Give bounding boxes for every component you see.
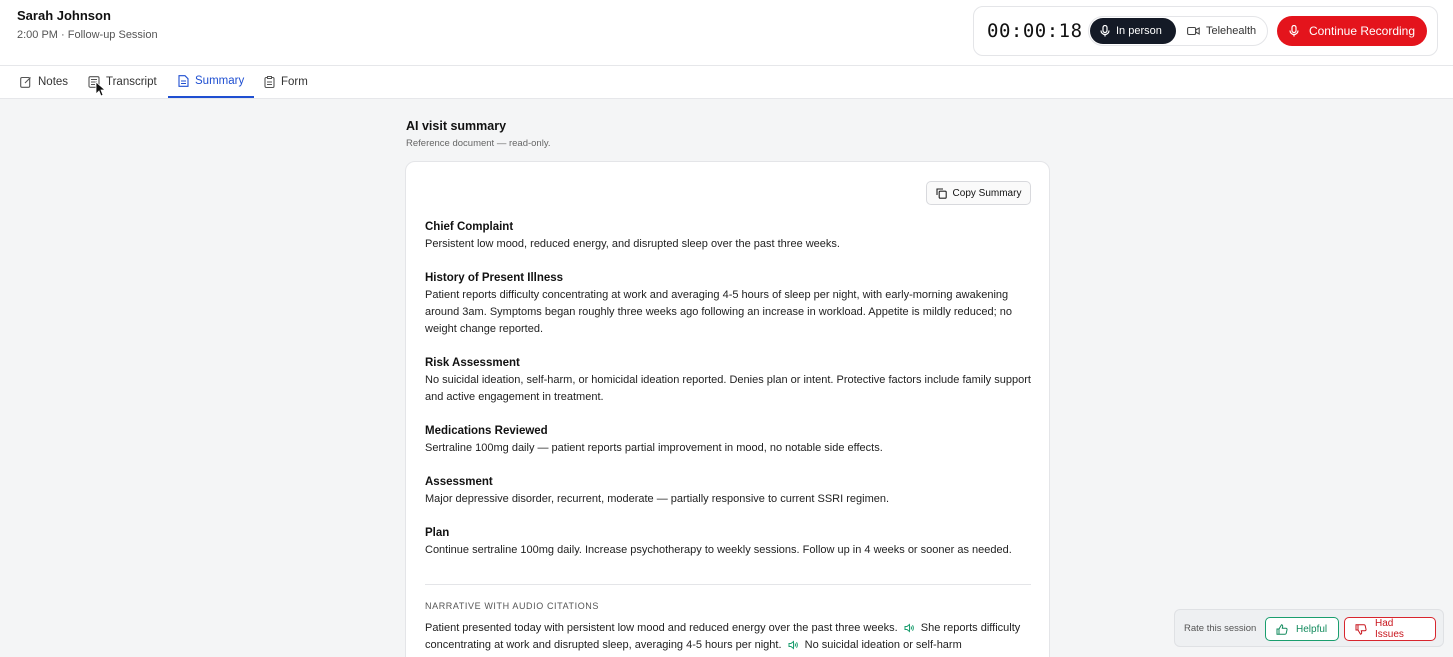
narrative-text xyxy=(425,620,1035,654)
section-body: Major depressive disorder, recurrent, moderate — partially responsive to current SSRI regimen. xyxy=(425,493,890,505)
tab-form-label: Form xyxy=(281,76,308,88)
edit-note-icon xyxy=(20,76,32,88)
section-title: Plan xyxy=(425,527,450,539)
visit-mode-toggle xyxy=(1088,16,1268,46)
thumbs-down-icon xyxy=(1355,624,1367,635)
session-info: 2:00 PM · Follow-up Session xyxy=(17,29,158,41)
section-title: Medications Reviewed xyxy=(425,425,548,437)
narrative-label: NARRATIVE WITH AUDIO CITATIONS xyxy=(425,601,600,611)
telehealth-label: Telehealth xyxy=(1206,25,1257,37)
copy-icon xyxy=(936,188,947,199)
video-camera-icon xyxy=(1187,26,1200,36)
document-icon xyxy=(178,75,189,87)
continue-recording-button[interactable] xyxy=(1277,16,1427,46)
section-title: Risk Assessment xyxy=(425,357,520,369)
narrative-sentence: No suicidal ideation or self-harm xyxy=(804,639,962,651)
tab-notes[interactable] xyxy=(10,66,78,98)
helpful-button[interactable] xyxy=(1265,617,1339,641)
in-person-button[interactable] xyxy=(1090,18,1176,44)
session-header xyxy=(0,0,1453,66)
tab-notes-label: Notes xyxy=(38,76,69,88)
tab-form[interactable] xyxy=(254,66,318,98)
helpful-label: Helpful xyxy=(1296,623,1328,635)
divider xyxy=(425,584,1031,585)
section-title: History of Present Illness xyxy=(425,272,564,284)
tab-summary[interactable] xyxy=(168,66,254,98)
clipboard-icon xyxy=(264,76,275,88)
section-title: Chief Complaint xyxy=(425,221,514,233)
narrative-sentence: She reports difficulty concentrating at work and disrupted sleep, averaging 4-5 hours per night. xyxy=(425,622,1021,651)
audio-citation-icon[interactable] xyxy=(788,640,799,650)
recording-timer: 00:00:18 xyxy=(987,20,1083,42)
had-issues-label: Had Issues xyxy=(1375,618,1404,640)
page-title: AI visit summary xyxy=(406,119,507,133)
section-body: Persistent low mood, reduced energy, and disrupted sleep over the past three weeks. xyxy=(425,238,840,250)
mouse-cursor-icon xyxy=(95,81,105,97)
section-plan xyxy=(425,525,1035,559)
copy-summary-button[interactable] xyxy=(926,181,1031,205)
tab-transcript-label: Transcript xyxy=(106,76,157,88)
had-issues-button[interactable] xyxy=(1344,617,1436,641)
audio-citation-icon[interactable] xyxy=(904,623,915,633)
section-assessment xyxy=(425,474,1035,508)
narrative-sentence: Patient presented today with persistent low mood and reduced energy over the past three weeks. xyxy=(425,622,898,634)
continue-recording-label: Continue Recording xyxy=(1308,24,1416,38)
thumbs-up-icon xyxy=(1276,624,1288,635)
section-medications xyxy=(425,423,1035,457)
tab-bar xyxy=(0,66,1453,99)
tab-summary-label: Summary xyxy=(195,75,245,87)
copy-summary-label: Copy Summary xyxy=(952,187,1022,199)
session-rating-bar xyxy=(1174,609,1444,647)
patient-name: Sarah Johnson xyxy=(17,8,111,23)
recording-panel xyxy=(973,6,1438,56)
page-subtitle: Reference document — read-only. xyxy=(406,138,551,149)
summary-card xyxy=(405,161,1050,657)
rate-session-label: Rate this session xyxy=(1184,623,1257,634)
section-body: No suicidal ideation, self-harm, or homicidal ideation reported. Denies plan or intent. Protective factors include family support and active engagement in treatment. xyxy=(425,374,1031,403)
section-body: Patient reports difficulty concentrating at work and averaging 4-5 hours of sleep per night, with early-morning awakening around 3am. Symptoms began roughly three weeks ago following an increase in workload. Appetite is mildly reduced; no weight change reported. xyxy=(425,289,1012,335)
section-body: Continue sertraline 100mg daily. Increase psychotherapy to weekly sessions. Follow up in 4 weeks or sooner as needed. xyxy=(425,544,1012,556)
section-risk-assessment xyxy=(425,355,1035,406)
microphone-icon xyxy=(1100,25,1110,37)
telehealth-button[interactable] xyxy=(1177,18,1267,44)
in-person-label: In person xyxy=(1116,25,1162,37)
tab-transcript[interactable] xyxy=(78,66,167,98)
section-title: Assessment xyxy=(425,476,493,488)
section-history xyxy=(425,270,1035,338)
section-chief-complaint xyxy=(425,219,1035,253)
section-body: Sertraline 100mg daily — patient reports partial improvement in mood, no notable side effects. xyxy=(425,442,883,454)
microphone-icon xyxy=(1289,25,1299,37)
